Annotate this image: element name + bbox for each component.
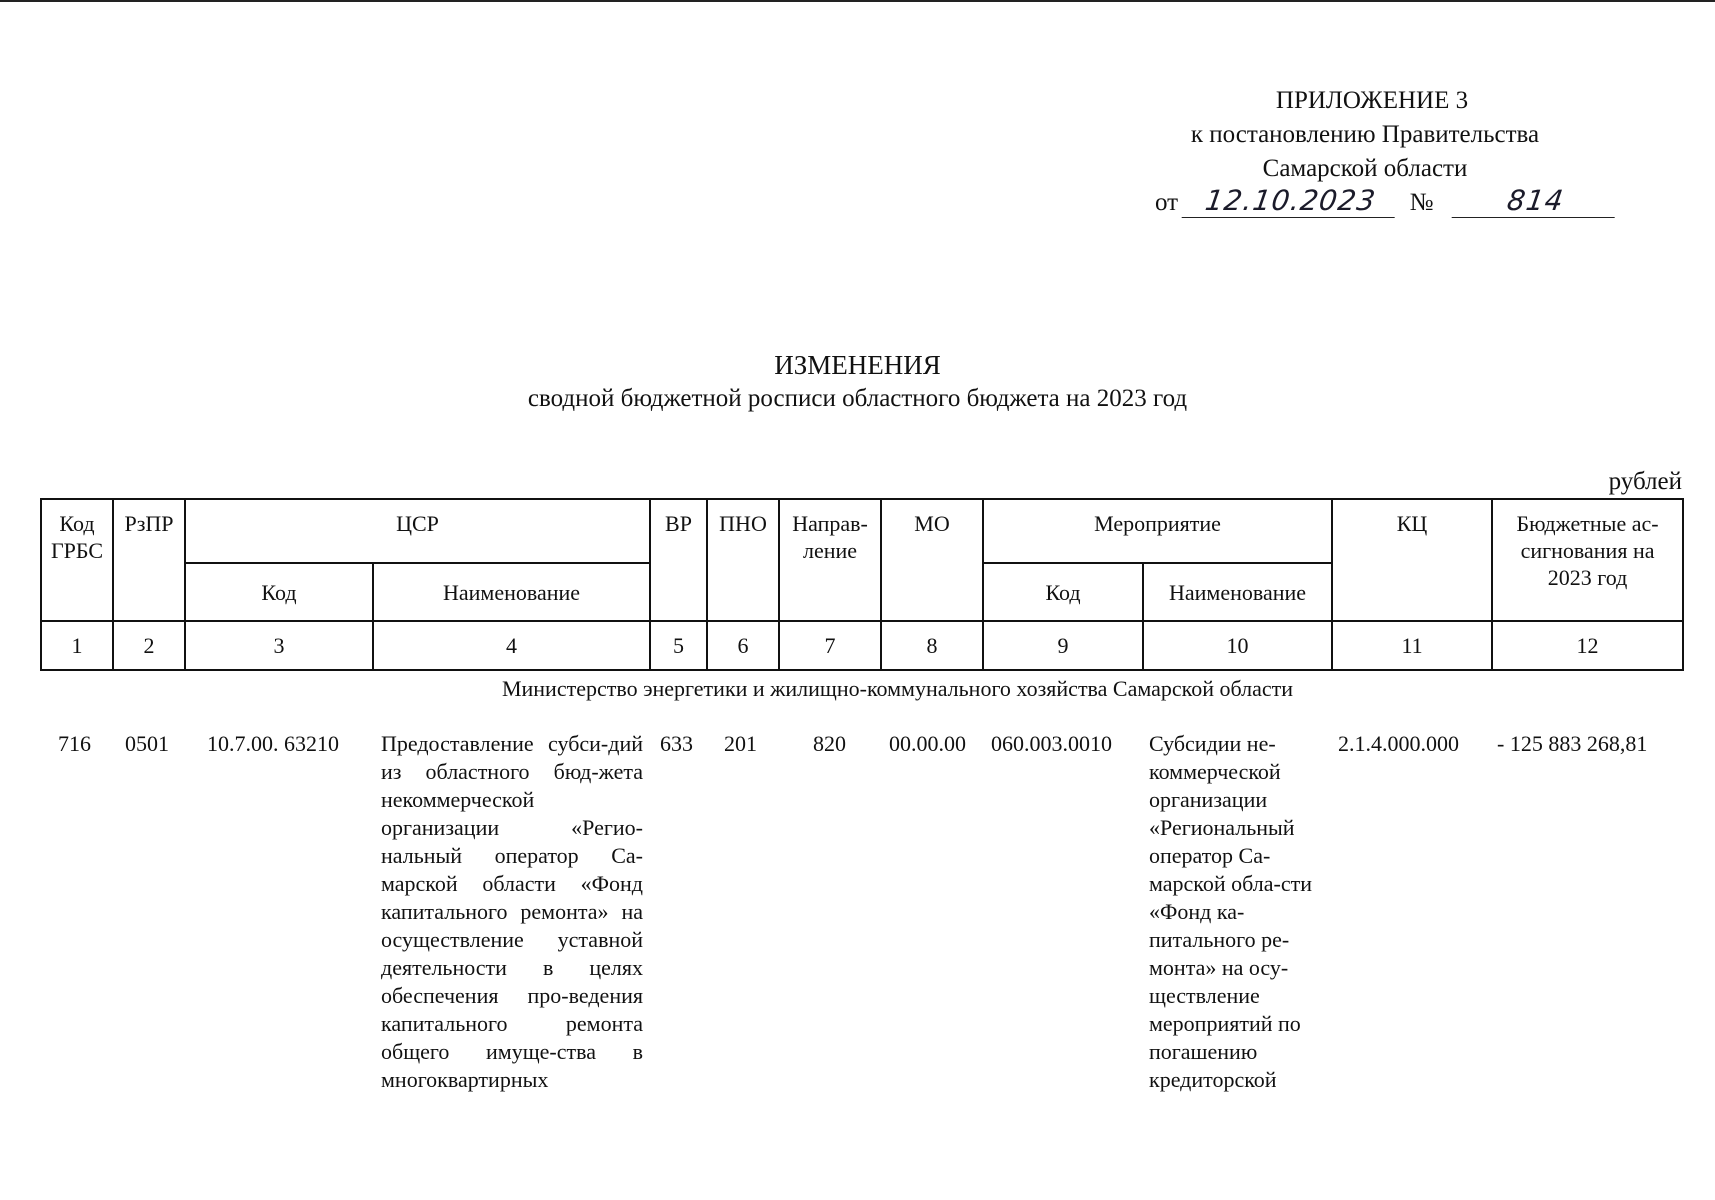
row-pno: 201	[724, 731, 757, 756]
handwritten-date: 12.10.2023	[1182, 184, 1400, 218]
row-kod-grbs: 716	[58, 731, 91, 756]
row-mo: 00.00.00	[889, 731, 966, 756]
column-number: 2	[113, 621, 185, 670]
document-subtitle: сводной бюджетной росписи областного бюджета на 2023 год	[527, 385, 1188, 412]
header-mo: МО	[881, 499, 983, 621]
row-amount: - 125 883 268,81	[1497, 731, 1648, 756]
header-event: Мероприятие	[983, 499, 1332, 563]
row-event-code: 060.003.0010	[991, 731, 1112, 756]
header-budget: Бюджетные ас-сигнования на 2023 год	[1492, 499, 1683, 621]
header-direction: Направ-ление	[779, 499, 881, 621]
header-event-code: Код	[983, 563, 1143, 621]
column-number: 7	[779, 621, 881, 670]
page-top-edge	[0, 0, 1715, 2]
row-kc: 2.1.4.000.000	[1338, 731, 1459, 756]
handwritten-number: 814	[1451, 184, 1619, 218]
header-event-name: Наименование	[1143, 563, 1332, 621]
appendix-header	[1165, 84, 1565, 186]
row-event-name: Субсидии не-коммерческой организации «Региональный оператор Са-марской обла-сти «Фонд ка-питального ре-монта» на осу-ществление мероприятий по погашению кредиторской	[1149, 731, 1313, 1092]
column-number: 11	[1332, 621, 1492, 670]
appendix-reference: к постановлению Правительства	[1190, 121, 1540, 148]
row-direction: 820	[813, 731, 846, 756]
column-number: 8	[881, 621, 983, 670]
approval-line	[1155, 184, 1617, 218]
header-pno: ПНО	[707, 499, 779, 621]
date-prefix: от	[1155, 189, 1179, 216]
row-vr: 633	[660, 731, 693, 756]
column-number: 6	[707, 621, 779, 670]
budget-table-header	[40, 498, 1684, 671]
header-rzpr: РзПР	[113, 499, 185, 621]
column-number: 10	[1143, 621, 1332, 670]
header-vr: ВР	[650, 499, 707, 621]
header-csr: ЦСР	[185, 499, 650, 563]
header-csr-code: Код	[185, 563, 373, 621]
column-number: 4	[373, 621, 650, 670]
header-kod-grbs: Код ГРБС	[41, 499, 113, 621]
number-sign: №	[1409, 189, 1434, 216]
column-number: 9	[983, 621, 1143, 670]
currency-units: рублей	[1608, 468, 1682, 495]
row-csr-code: 10.7.00. 63210	[207, 731, 339, 756]
header-csr-name: Наименование	[373, 563, 650, 621]
header-kc: КЦ	[1332, 499, 1492, 621]
column-number: 1	[41, 621, 113, 670]
column-number: 5	[650, 621, 707, 670]
column-number: 3	[185, 621, 373, 670]
appendix-title: ПРИЛОЖЕНИЕ 3	[1275, 87, 1469, 114]
row-rzpr: 0501	[125, 731, 169, 756]
document-title: ИЗМЕНЕНИЯ	[774, 350, 941, 380]
ministry-name: Министерство энергетики и жилищно-коммунального хозяйства Самарской области	[501, 676, 1294, 701]
column-number: 12	[1492, 621, 1683, 670]
appendix-region: Самарской области	[1262, 155, 1468, 182]
row-csr-name: Предоставление субси-дий из областного бюд-жета некоммерческой организации «Регио-нальный оператор Са-марской области «Фонд капитального ремонта» на осуществление уставной деятельности в целях обеспечения про-ведения капитального ремонта общего имуще-ства в многоквартирных	[381, 731, 643, 1092]
